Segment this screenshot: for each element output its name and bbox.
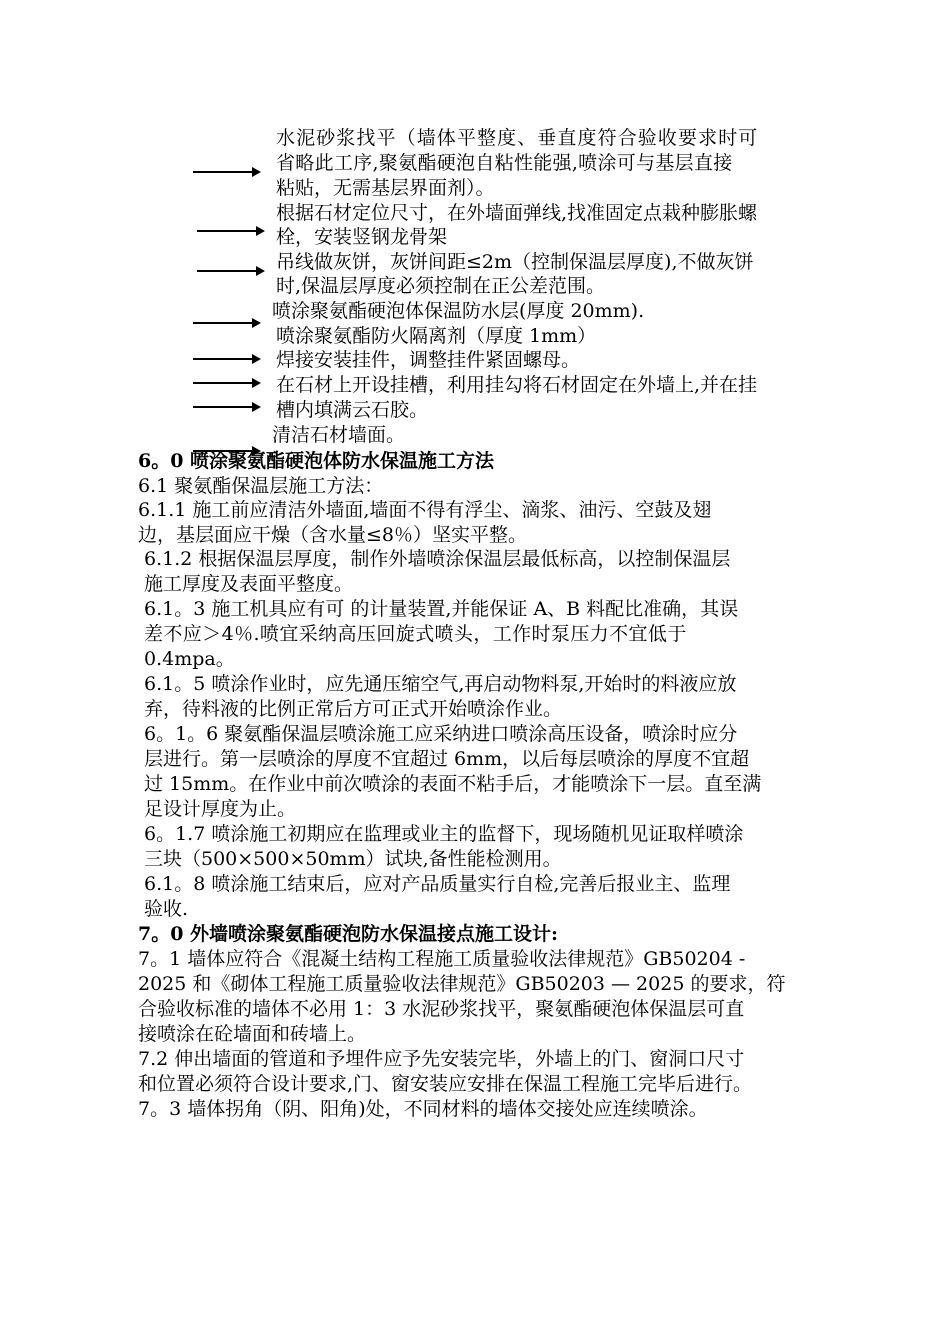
flow-step-text: 吊线做灰饼，灰饼间距≤2m（控制保温层厚度),不做灰饼 — [276, 251, 754, 273]
flow-step-text: 栓，安装竖钢龙骨架 — [276, 226, 448, 248]
flow-arrow — [197, 226, 265, 236]
paragraph-line: 过 15mm。在作业中前次喷涂的表面不粘手后，才能喷涂下一层。直至满 — [144, 773, 762, 795]
paragraph-line: 接喷涂在砼墙面和砖墙上。 — [138, 1023, 367, 1045]
flow-arrow — [193, 402, 261, 412]
paragraph-line: 6.1.1 施工前应清洁外墙面,墙面不得有浮尘、滴浆、油污、空鼓及翅 — [138, 499, 712, 521]
paragraph-line: 6.1.2 根据保温层厚度，制作外墙喷涂保温层最低标高，以控制保温层 — [144, 548, 731, 570]
paragraph-line: 6.1。5 喷涂作业时，应先通压缩空气,再启动物料泵,开始时的料液应放 — [144, 673, 737, 695]
paragraph-line: 6。1。6 聚氨酯保温层喷涂施工应采纳进口喷涂高压设备，喷涂时应分 — [144, 723, 738, 745]
paragraph-line: 边，基层面应干燥（含水量≤8％）坚实平整。 — [138, 524, 528, 546]
flow-step-text: 焊接安装挂件，调整挂件紧固螺母。 — [276, 349, 581, 371]
paragraph-line: 弃，待料液的比例正常后方可正式开始喷涂作业。 — [144, 698, 563, 720]
paragraph-line: 验收. — [144, 898, 189, 920]
flow-step-text: 水泥砂浆找平（墙体平整度、垂直度符合验收要求时可 — [276, 127, 759, 149]
flow-step-text: 喷涂聚氨酯防火隔离剂（厚度 1mm） — [276, 325, 597, 347]
paragraph-line: 足设计厚度为止。 — [144, 798, 297, 820]
flow-arrow — [193, 167, 261, 177]
flow-step-text: 时,保温层厚度必须控制在正公差范围。 — [276, 275, 606, 297]
paragraph-line: 0.4mpa。 — [144, 648, 235, 670]
flow-step-text: 槽内填满云石胶。 — [276, 399, 429, 421]
section-7-heading: 7。0 外墙喷涂聚氨酯硬泡防水保温接点施工设计: — [138, 923, 559, 945]
flow-step-text: 在石材上开设挂槽，利用挂勾将石材固定在外墙上,并在挂 — [276, 374, 758, 396]
flow-step-text: 清洁石材墙面。 — [272, 424, 406, 446]
paragraph-line: 施工厚度及表面平整度。 — [144, 573, 354, 595]
flow-arrow — [193, 354, 261, 364]
paragraph-line: 6.1 聚氨酯保温层施工方法： — [138, 475, 384, 497]
paragraph-line: 三块（500×500×50mm）试块,备性能检测用。 — [144, 848, 562, 870]
paragraph-line: 2025 和《砌体工程施工质量验收法律规范》GB50203 — 2025 的要求，符 — [138, 973, 786, 995]
flow-step-text: 根据石材定位尺寸，在外墙面弹线,找准固定点栽种膨胀螺 — [276, 202, 758, 224]
paragraph-line: 7.2 伸出墙面的管道和予埋件应予先安装完毕，外墙上的门、窗洞口尺寸 — [138, 1048, 745, 1070]
paragraph-line: 层进行。第一层喷涂的厚度不宜超过 6mm，以后每层喷涂的厚度不宜超 — [144, 748, 750, 770]
paragraph-line: 6.1。3 施工机具应有可 的计量装置,并能保证 A、B 料配比准确，其误 — [144, 598, 739, 620]
paragraph-line: 合验收标准的墙体不必用 1：3 水泥砂浆找平，聚氨酯硬泡体保温层可直 — [138, 998, 745, 1020]
flow-arrow — [197, 266, 265, 276]
flow-arrow — [193, 318, 261, 328]
section-6-heading: 6。0 喷涂聚氨酯硬泡体防水保温施工方法 — [138, 450, 495, 472]
flow-step-text: 喷涂聚氨酯硬泡体保温防水层(厚度 20mm). — [272, 300, 645, 322]
paragraph-line: 6。1.7 喷涂施工初期应在监理或业主的监督下，现场随机见证取样喷涂 — [144, 823, 744, 845]
paragraph-line: 6.1。8 喷涂施工结束后，应对产品质量实行自检,完善后报业主、监理 — [144, 873, 731, 895]
flow-arrow — [193, 378, 261, 388]
flow-step-text: 省略此工序,聚氨酯硬泡自粘性能强,喷涂可与基层直接 — [276, 152, 733, 174]
flow-step-text: 粘贴，无需基层界面剂）。 — [276, 177, 495, 199]
paragraph-line: 7。1 墙体应符合《混凝土结构工程施工质量验收法律规范》GB50204 - — [138, 948, 746, 970]
paragraph-line: 差不应＞4％.喷宜采纳高压回旋式喷头，工作时泵压力不宜低于 — [144, 623, 687, 645]
paragraph-line: 和位置必须符合设计要求,门、窗安装应安排在保温工程施工完毕后进行。 — [138, 1073, 753, 1095]
paragraph-line: 7。3 墙体拐角（阴、阳角)处，不同材料的墙体交接处应连续喷涂。 — [138, 1098, 708, 1120]
